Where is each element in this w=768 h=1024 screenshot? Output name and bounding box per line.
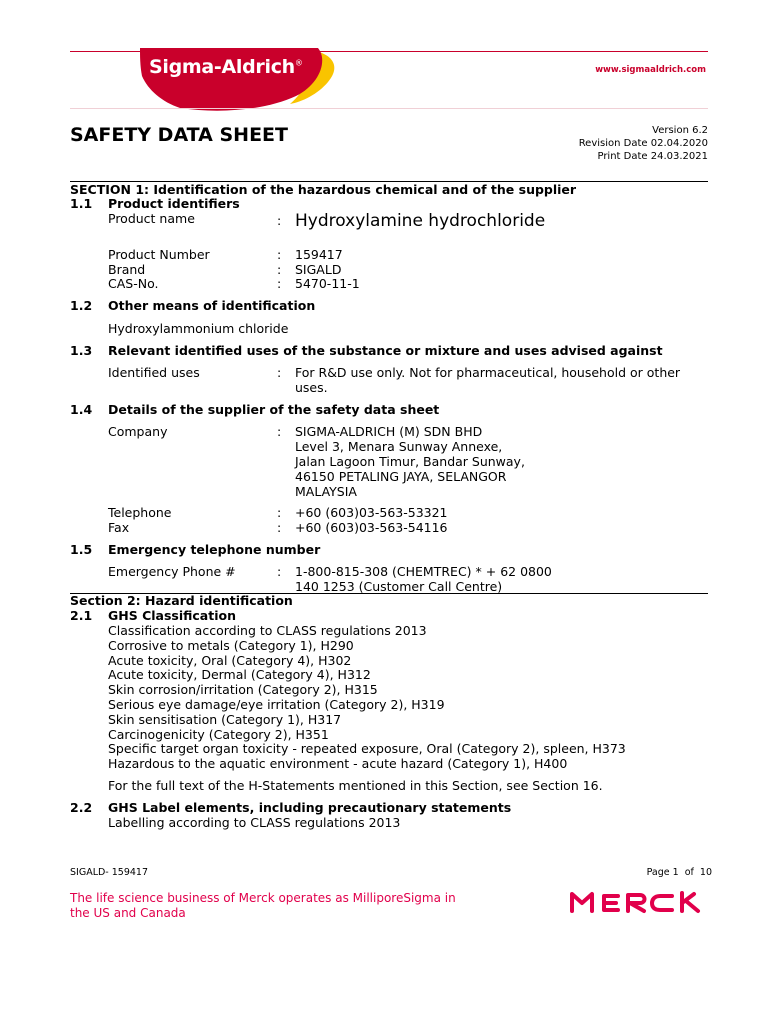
section2-heading: Section 2: Hazard identification <box>70 593 293 608</box>
merck-logo <box>568 890 714 914</box>
telephone-value[interactable]: +60 (603)03-563-53321 <box>295 505 448 520</box>
uses-colon: : <box>277 365 282 380</box>
other-name: Hydroxylammonium chloride <box>108 321 289 336</box>
h-statement-note: For the full text of the H-Statements mentioned in this Section, see Section 16. <box>108 778 603 793</box>
classification-item: Acute toxicity, Dermal (Category 4), H312 <box>108 667 371 683</box>
s15-number: 1.5 <box>70 542 93 557</box>
address-line: MALAYSIA <box>295 484 357 499</box>
brand-label: Brand <box>108 262 146 277</box>
print-date: Print Date 24.03.2021 <box>597 151 708 162</box>
labelling-text: Labelling according to CLASS regulations 2013 <box>108 815 401 830</box>
emergency-colon: : <box>277 564 282 579</box>
page-title: SAFETY DATA SHEET <box>70 124 288 146</box>
doc-id: SIGALD- 159417 <box>70 867 149 878</box>
address-line: 46150 PETALING JAYA, SELANGOR <box>295 469 507 484</box>
address-line: Level 3, Menara Sunway Annexe, <box>295 439 503 454</box>
merck-note-line: the US and Canada <box>70 906 186 920</box>
merck-note-line: The life science business of Merck operates as MilliporeSigma in <box>70 891 456 905</box>
company-colon: : <box>277 424 282 439</box>
uses-line: uses. <box>295 380 328 395</box>
classification-item: Classification according to CLASS regulations 2013 <box>108 623 427 638</box>
product-number-value: 159417 <box>295 247 343 262</box>
s13-number: 1.3 <box>70 343 93 358</box>
telephone-colon: : <box>277 505 282 520</box>
revision-date: Revision Date 02.04.2020 <box>578 138 708 149</box>
classification-item: Acute toxicity, Oral (Category 4), H302 <box>108 652 352 668</box>
s22-number: 2.2 <box>70 800 93 815</box>
s12-title: Other means of identification <box>108 298 316 313</box>
brand-colon: : <box>277 262 282 277</box>
classification-item: Carcinogenicity (Category 2), H351 <box>108 726 329 742</box>
address-line: SIGMA-ALDRICH (M) SDN BHD <box>295 424 483 439</box>
emergency-value <box>295 564 552 594</box>
website-link[interactable]: www.sigmaaldrich.com <box>595 65 706 75</box>
emergency-line: 1-800-815-308 (CHEMTREC) * + 62 0800 <box>295 564 552 579</box>
logo-wordmark: Sigma-Aldrich® <box>149 56 303 78</box>
emergency-line: 140 1253 (Customer Call Centre) <box>295 579 503 594</box>
uses-value <box>295 365 680 395</box>
s15-title: Emergency telephone number <box>108 542 321 557</box>
uses-line: For R&D use only. Not for pharmaceutical, household or other <box>295 365 681 380</box>
cas-label: CAS-No. <box>108 276 159 291</box>
brand-value: SIGALD <box>295 262 342 277</box>
s21-title: GHS Classification <box>108 608 236 623</box>
s11-title: Product identifiers <box>108 196 240 211</box>
s12-number: 1.2 <box>70 298 93 313</box>
classification-item: Specific target organ toxicity - repeated exposure, Oral (Category 2), spleen, H373 <box>108 741 626 757</box>
fax-label: Fax <box>108 520 130 535</box>
product-number-colon: : <box>277 247 282 262</box>
address-line: Jalan Lagoon Timur, Bandar Sunway, <box>295 454 525 469</box>
product-name-label: Product name <box>108 211 195 226</box>
classification-item: Skin sensitisation (Category 1), H317 <box>108 711 342 727</box>
emergency-label: Emergency Phone # <box>108 564 236 579</box>
sigma-aldrich-logo-shape <box>70 42 370 114</box>
s22-title: GHS Label elements, including precautionary statements <box>108 800 512 815</box>
s13-title: Relevant identified uses of the substance or mixture and uses advised against <box>108 343 663 358</box>
product-name-colon: : <box>277 213 282 228</box>
company-label: Company <box>108 424 168 439</box>
version: Version 6.2 <box>652 125 708 136</box>
fax-colon: : <box>277 520 282 535</box>
header-bottom-rule <box>70 108 708 109</box>
page-number: Page 1 of 10 <box>646 867 712 878</box>
fax-value: +60 (603)03-563-54116 <box>295 520 448 535</box>
classification-item: Skin corrosion/irritation (Category 2), H315 <box>108 682 378 698</box>
cas-value: 5470-11-1 <box>295 276 360 291</box>
classification-item: Serious eye damage/eye irritation (Category 2), H319 <box>108 696 445 712</box>
merck-logo-mark <box>568 890 714 914</box>
telephone-label: Telephone <box>108 505 172 520</box>
section1-heading: SECTION 1: Identification of the hazardous chemical and of the supplier <box>70 182 577 197</box>
s14-number: 1.4 <box>70 402 93 417</box>
sigma-aldrich-logo <box>70 42 370 114</box>
s21-number: 2.1 <box>70 608 93 623</box>
merck-note <box>70 891 456 921</box>
cas-colon: : <box>277 276 282 291</box>
product-number-label: Product Number <box>108 247 210 262</box>
classification-item: Hazardous to the aquatic environment - acute hazard (Category 1), H400 <box>108 756 568 772</box>
product-name-value: Hydroxylamine hydrochloride <box>295 211 546 231</box>
classification-list <box>108 623 626 771</box>
document-meta <box>579 124 708 163</box>
uses-label: Identified uses <box>108 365 200 380</box>
s14-title: Details of the supplier of the safety data sheet <box>108 402 440 417</box>
s11-number: 1.1 <box>70 196 93 211</box>
company-address <box>295 424 525 499</box>
classification-item: Corrosive to metals (Category 1), H290 <box>108 637 354 653</box>
